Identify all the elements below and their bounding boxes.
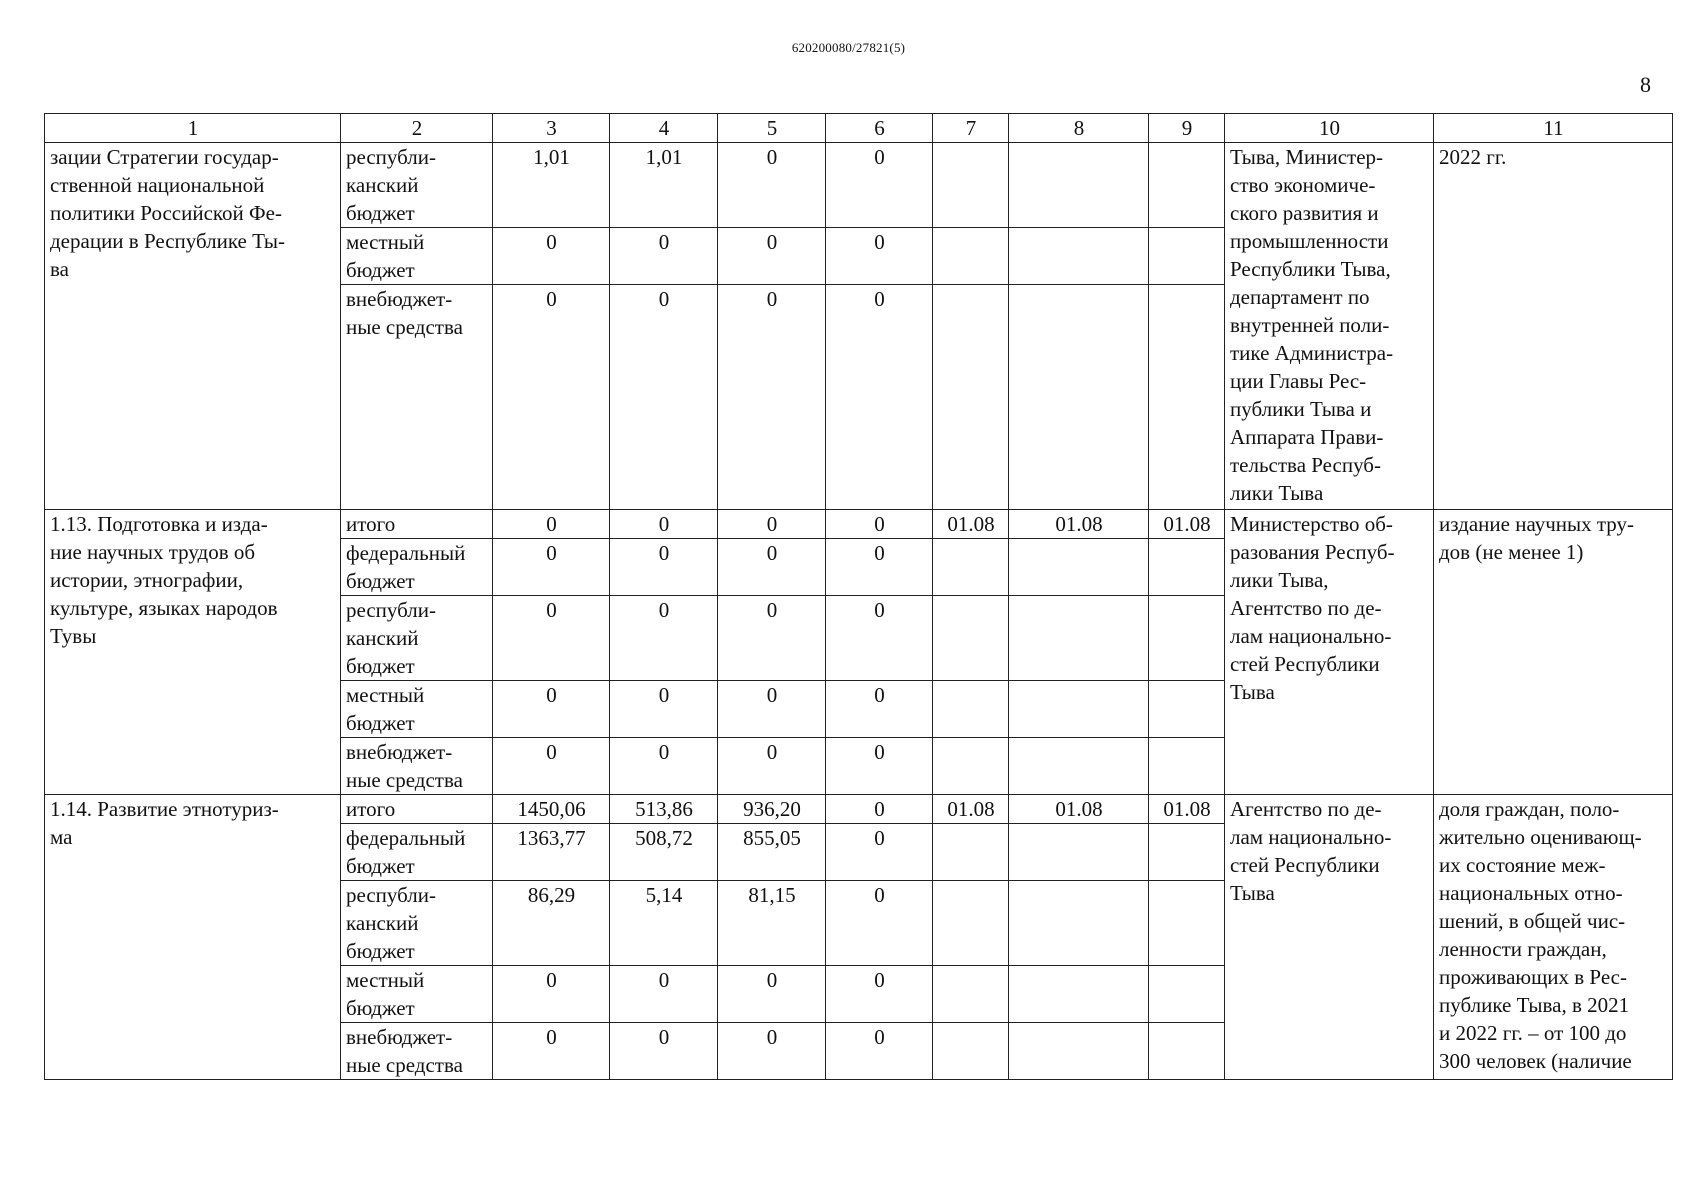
value-cell: 0 [826, 596, 933, 681]
result-cell: доля граждан, поло- жительно оценивающ- их состояние меж- национальных отно- шений, в общей чис- ленности граждан, проживающих в Рес- публике Тыва, в 2021 и 2022 гг. – от 100 до 300 человек (наличие [1434, 795, 1673, 1080]
document-code: 620200080/27821(5) [791, 40, 906, 55]
date-cell [1009, 539, 1149, 596]
value-cell: 0 [610, 1023, 718, 1080]
date-cell: 01.08 [1009, 510, 1149, 539]
value-cell: 5,14 [610, 881, 718, 966]
value-cell: 0 [826, 510, 933, 539]
value-cell: 0 [826, 143, 933, 228]
date-cell: 01.08 [933, 795, 1009, 824]
value-cell: 0 [826, 681, 933, 738]
date-cell: 01.08 [1009, 795, 1149, 824]
funding-source-cell: внебюджет- ные средства [341, 1023, 493, 1080]
value-cell: 0 [493, 539, 610, 596]
date-cell [1149, 285, 1225, 510]
funding-source-cell: местный бюджет [341, 966, 493, 1023]
date-cell [933, 681, 1009, 738]
value-cell: 0 [493, 1023, 610, 1080]
value-cell: 0 [718, 285, 826, 510]
date-cell [1009, 1023, 1149, 1080]
date-cell [933, 228, 1009, 285]
value-cell: 0 [493, 228, 610, 285]
value-cell: 0 [718, 539, 826, 596]
value-cell: 0 [718, 681, 826, 738]
funding-source-cell: местный бюджет [341, 681, 493, 738]
date-cell [1149, 596, 1225, 681]
value-cell: 1363,77 [493, 824, 610, 881]
value-cell: 0 [493, 681, 610, 738]
value-cell: 0 [826, 966, 933, 1023]
value-cell: 0 [826, 824, 933, 881]
funding-source-cell: республи- канский бюджет [341, 596, 493, 681]
value-cell: 0 [610, 285, 718, 510]
date-cell [933, 1023, 1009, 1080]
funding-source-cell: внебюджет- ные средства [341, 738, 493, 795]
column-number: 1 [45, 114, 341, 143]
column-number: 11 [1434, 114, 1673, 143]
column-number: 8 [1009, 114, 1149, 143]
value-cell: 0 [718, 1023, 826, 1080]
value-cell: 0 [610, 966, 718, 1023]
date-cell [933, 738, 1009, 795]
value-cell: 513,86 [610, 795, 718, 824]
column-number: 4 [610, 114, 718, 143]
date-cell [1149, 228, 1225, 285]
date-cell [1149, 738, 1225, 795]
responsible-cell: Агентство по де- лам национально- стей Республики Тыва [1225, 795, 1434, 1080]
value-cell: 86,29 [493, 881, 610, 966]
value-cell: 1,01 [493, 143, 610, 228]
value-cell: 0 [610, 738, 718, 795]
measure-name-cell: 1.13. Подготовка и изда- ние научных трудов об истории, этнографии, культуре, языках народов Тувы [45, 510, 341, 795]
value-cell: 0 [718, 966, 826, 1023]
date-cell: 01.08 [1149, 795, 1225, 824]
date-cell [933, 966, 1009, 1023]
value-cell: 0 [610, 510, 718, 539]
value-cell: 0 [610, 681, 718, 738]
value-cell: 0 [493, 285, 610, 510]
column-number: 6 [826, 114, 933, 143]
date-cell [1149, 881, 1225, 966]
date-cell [933, 285, 1009, 510]
date-cell [1149, 1023, 1225, 1080]
value-cell: 0 [826, 228, 933, 285]
value-cell: 0 [826, 539, 933, 596]
value-cell: 0 [493, 510, 610, 539]
table-row [45, 510, 1673, 539]
value-cell: 0 [826, 738, 933, 795]
funding-source-cell: федеральный бюджет [341, 539, 493, 596]
date-cell [1009, 738, 1149, 795]
column-number: 5 [718, 114, 826, 143]
value-cell: 1450,06 [493, 795, 610, 824]
value-cell: 936,20 [718, 795, 826, 824]
value-cell: 0 [826, 881, 933, 966]
value-cell: 0 [826, 795, 933, 824]
column-number: 3 [493, 114, 610, 143]
funding-source-cell: итого [341, 795, 493, 824]
date-cell [1009, 681, 1149, 738]
date-cell [1009, 881, 1149, 966]
funding-source-cell: итого [341, 510, 493, 539]
value-cell: 0 [718, 596, 826, 681]
value-cell: 0 [493, 966, 610, 1023]
result-cell: издание научных тру- дов (не менее 1) [1434, 510, 1673, 795]
value-cell: 0 [610, 228, 718, 285]
funding-source-cell: внебюджет- ные средства [341, 285, 493, 510]
value-cell: 0 [826, 1023, 933, 1080]
value-cell: 81,15 [718, 881, 826, 966]
funding-source-cell: местный бюджет [341, 228, 493, 285]
column-number-row [45, 114, 1673, 143]
value-cell: 855,05 [718, 824, 826, 881]
funding-source-cell: республи- канский бюджет [341, 881, 493, 966]
value-cell: 1,01 [610, 143, 718, 228]
value-cell: 0 [718, 143, 826, 228]
result-cell: 2022 гг. [1434, 143, 1673, 510]
date-cell [1009, 966, 1149, 1023]
responsible-cell: Тыва, Министер- ство экономиче- ского развития и промышленности Республики Тыва, департамент по внутренней поли- тике Администра- ции Главы Рес- публики Тыва и Аппарата Прави- тельства Респуб- лики Тыва [1225, 143, 1434, 510]
funding-source-cell: федеральный бюджет [341, 824, 493, 881]
date-cell [933, 539, 1009, 596]
value-cell: 0 [718, 510, 826, 539]
date-cell [933, 596, 1009, 681]
value-cell: 0 [493, 596, 610, 681]
value-cell: 0 [826, 285, 933, 510]
value-cell: 0 [610, 539, 718, 596]
date-cell [933, 881, 1009, 966]
table-row [45, 143, 1673, 228]
date-cell [1149, 824, 1225, 881]
date-cell [1009, 285, 1149, 510]
responsible-cell: Министерство об- разования Респуб- лики Тыва, Агентство по де- лам национально- стей Республики Тыва [1225, 510, 1434, 795]
column-number: 2 [341, 114, 493, 143]
column-number: 10 [1225, 114, 1434, 143]
date-cell [1149, 681, 1225, 738]
date-cell [933, 143, 1009, 228]
column-number: 9 [1149, 114, 1225, 143]
date-cell: 01.08 [933, 510, 1009, 539]
date-cell [1009, 596, 1149, 681]
value-cell: 0 [718, 738, 826, 795]
value-cell: 508,72 [610, 824, 718, 881]
column-number: 7 [933, 114, 1009, 143]
date-cell: 01.08 [1149, 510, 1225, 539]
date-cell [1009, 143, 1149, 228]
date-cell [1149, 966, 1225, 1023]
date-cell [1149, 143, 1225, 228]
date-cell [1009, 228, 1149, 285]
funding-source-cell: республи- канский бюджет [341, 143, 493, 228]
date-cell [1149, 539, 1225, 596]
value-cell: 0 [493, 738, 610, 795]
page-number: 8 [1640, 72, 1651, 97]
table-row [45, 795, 1673, 824]
measure-name-cell: зации Стратегии государ- ственной национальной политики Российской Фе- дерации в Республике Ты- ва [45, 143, 341, 510]
date-cell [1009, 824, 1149, 881]
program-table [44, 113, 1673, 1080]
value-cell: 0 [610, 596, 718, 681]
measure-name-cell: 1.14. Развитие этнотуриз- ма [45, 795, 341, 1080]
date-cell [933, 824, 1009, 881]
value-cell: 0 [718, 228, 826, 285]
